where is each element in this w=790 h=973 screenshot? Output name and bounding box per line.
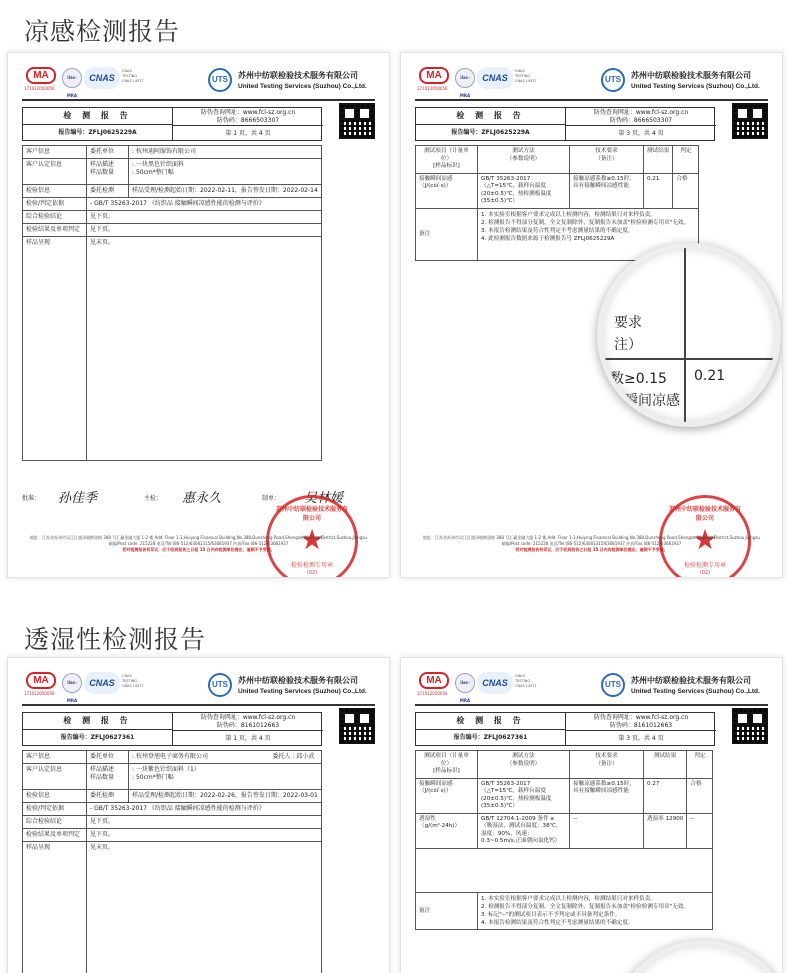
page-number: 第 1 页，共 4 页	[173, 125, 323, 141]
col-judge: 判定	[687, 751, 713, 779]
col-result: 测试结果	[644, 751, 687, 779]
sample-labels	[87, 764, 129, 790]
report-title: 检 测 报 告	[416, 713, 566, 730]
col-req-sub: （备注）	[595, 155, 618, 162]
results-table	[415, 145, 699, 261]
company-name-cn: 苏州中纺联检验技术服务有限公司	[631, 676, 751, 685]
table-row	[416, 778, 713, 813]
signature-make: 吴林媛	[304, 491, 344, 506]
anti-fake-code: 防伪码：8666503307	[216, 116, 280, 124]
cooling-report-page-3	[400, 52, 783, 578]
result: 0.21	[644, 173, 673, 208]
cnas-sub: CNAS TESTING CNAS L4577	[122, 674, 144, 688]
col-item-sub: [样品标识]	[433, 163, 460, 169]
result: 12900	[665, 815, 684, 822]
col-req-label: 技术要求	[595, 753, 618, 759]
sample-values	[129, 159, 322, 185]
footer-address: 地址：江苏省苏州市吴江区盛泽镇衡晟路 388 号汇赢金融大厦 1-2 楼 Add: Floor 1-2,Huiying Financial Building,No.388,Dunsheng Road,Shengze,Wujiang District,Suzhou,Jiangsu	[30, 535, 367, 540]
ilac-logo: ilac-MRA	[455, 673, 475, 693]
info-table	[22, 750, 322, 973]
spacer-row	[416, 848, 713, 892]
note-2: 2. 检测报告不得部分复制，全文复制除外，复制报告未加盖"检验检测专用章"无效。	[481, 903, 690, 910]
footer-warning: 若对检测报告有异议，应于收到报告之日起 15 日内向检测单位提出，逾期不予受理。	[122, 547, 275, 552]
sample-labels	[87, 159, 129, 185]
ma-logo: MA	[26, 67, 56, 84]
sample-qty: : 50cm*整门幅	[132, 169, 174, 176]
mag-grid-line	[602, 358, 781, 360]
stamp-bottom: 检验检测专用章	[290, 562, 333, 569]
sample-qty-value: 50cm*整门幅	[135, 774, 174, 781]
method-cell	[478, 173, 570, 208]
client-unit-value: : 杭州迪阿服饰有限公司	[129, 146, 322, 159]
conclusion-label: 综合检验结论	[23, 211, 87, 224]
col-req-label: 技术要求	[595, 148, 618, 154]
col-req	[570, 751, 644, 779]
note-1: 1. 本实验室根据客户要求完成以上检测内容，检测结果只对来样负责。	[481, 211, 656, 218]
conclusion-value: 见下页。	[87, 211, 322, 224]
section-title-moisture: 透湿性检测报告	[24, 625, 207, 654]
footer-post: 邮编/Post code: 215228 电话/Tel:(86-512)63081315/63081937 传真/Fax:(86-512)63081937	[108, 541, 289, 546]
client-unit-label: 委托单位	[87, 751, 129, 764]
note-1: 1. 本实验室根据客户要求完成以上检测内容，检测结果只对来样负责。	[481, 895, 656, 902]
col-item-label: 测试项目（计量单位）	[424, 753, 469, 767]
query-info	[568, 109, 714, 124]
result-value: 见下页。	[87, 224, 322, 237]
report-number: 报告编号：ZFLJ0627361	[416, 730, 566, 746]
client-unit-label: 委托单位	[87, 146, 129, 159]
cnas-sub: CNAS TESTING CNAS L4577	[515, 674, 537, 688]
cooling-report-page-1	[7, 52, 390, 578]
spacer-cell	[416, 848, 713, 892]
page-number: 第 3 页，共 4 页	[566, 125, 716, 141]
uts-logo: UTS	[601, 68, 625, 92]
query-site: 防伪查询网址：www.fcl-sz.org.cn	[593, 714, 689, 721]
item-name: 接触瞬间凉感	[419, 780, 453, 787]
cnas-logo: CNAS	[477, 67, 513, 89]
page-footer	[415, 535, 768, 553]
client-person: 委托人 : 邱小武	[272, 753, 315, 760]
client-info-label: 客户信息	[23, 146, 87, 159]
method-detail: （△T=15℃，载样台温度(20±0.5)℃，热检测板温度(35±0.5)℃）	[481, 788, 552, 809]
method-std: GB/T 35263-2017	[481, 780, 531, 787]
note-4: 4. 此检测报告数据来源于检测报告号 ZFLJ0625229A	[481, 235, 615, 242]
star-icon: ★	[692, 523, 718, 556]
mag-result: 0.21	[694, 368, 726, 384]
note-3: 3. 标记"--"的测试项目表示不予判定或不具备判定条件。	[481, 911, 621, 918]
query-site: 防伪查询网址：www.fcl-sz.org.cn	[593, 109, 689, 116]
result-label: 透湿率	[647, 815, 664, 822]
client-info-label: 客户信息	[23, 751, 87, 764]
qr-code	[339, 708, 375, 744]
sample-desc-label: 样品描述	[90, 161, 115, 168]
mag-desc-fragment: 触瞬间凉感	[610, 393, 680, 409]
company-name-en: United Testing Services (Suzhou) Co.,Ltd.	[631, 83, 760, 90]
moisture-report-page-3	[400, 657, 783, 973]
uts-logo: UTS	[601, 673, 625, 697]
test-dates: 样品受理/检测起始日期：2022-02-26，报告签发日期：2022-03-01	[129, 790, 322, 803]
ilac-logo: ilac-MRA	[62, 68, 82, 88]
mag-req-fragment: 要求	[614, 315, 642, 331]
notes-label: 备注	[416, 208, 478, 260]
ma-logo: MA	[419, 672, 449, 689]
sample-values	[129, 764, 322, 790]
sample-qty-label: 样品数量	[90, 169, 115, 176]
note-4: 4. 本报告检测结果及符合性判定不考虑测量结果的不确定度。	[481, 919, 634, 926]
test-info-label: 检验信息	[23, 185, 87, 198]
sample-view-label: 样品呈现	[23, 842, 87, 973]
sample-desc: : 一块黑色针织面料	[132, 161, 184, 168]
stamp-code: (02)	[699, 570, 711, 576]
report-title: 检 测 报 告	[416, 108, 566, 125]
company-name-en: United Testing Services (Suzhou) Co.,Ltd.	[631, 688, 760, 695]
ma-logo: MA	[419, 67, 449, 84]
qr-code	[732, 708, 768, 744]
col-item	[416, 146, 478, 174]
stamp-code: (02)	[306, 570, 318, 576]
report-number: 报告编号：ZFLJ0625229A	[23, 125, 173, 141]
result: 0.27	[644, 778, 687, 813]
ma-number: 171012050056	[24, 691, 55, 696]
company-name-en: United Testing Services (Suzhou) Co.,Ltd.	[238, 83, 367, 90]
method-std: GB/T 12704.1-2009 条件 a	[481, 815, 554, 822]
cnas-logo: CNAS	[84, 67, 120, 89]
star-icon: ★	[299, 523, 325, 556]
entrust-test-label: 委托检测	[87, 790, 129, 803]
signature-review: 惠永久	[182, 491, 222, 506]
sample-view-value: 见末页。	[87, 237, 322, 461]
uts-logo: UTS	[208, 68, 232, 92]
notes-label: 备注	[416, 892, 478, 929]
note-2: 2. 检测报告不得部分复制，全文复制除外，复制报告未加盖"检验检测专用章"无效。	[481, 219, 690, 226]
col-method	[478, 751, 570, 779]
section-title-cooling: 凉感检测报告	[24, 17, 181, 46]
col-req-sub: （备注）	[595, 760, 618, 767]
table-row	[416, 813, 713, 848]
sample-qty-value: 50cm*整门幅	[135, 169, 174, 176]
ma-logo: MA	[26, 672, 56, 689]
page-footer	[22, 535, 375, 553]
method-std: GB/T 35263-2017	[481, 175, 531, 182]
result-value: 见下页。	[87, 829, 322, 842]
requirement: 接触凉感系数≥0.15时，具有接触瞬间凉感性能	[570, 778, 644, 813]
company-name-cn: 苏州中纺联检验技术服务有限公司	[631, 71, 751, 80]
sample-view-value: 见末页。	[87, 842, 322, 973]
ilac-logo: ilac-MRA	[455, 68, 475, 88]
report-title-block	[22, 107, 322, 141]
sample-desc-label: 样品描述	[90, 766, 115, 773]
requirement: --	[570, 813, 644, 848]
method-detail: （△T=15℃，载样台温度(20±0.5)℃，热检测板温度(35±0.5)℃）	[481, 183, 552, 204]
letterhead	[22, 670, 375, 706]
letterhead	[415, 670, 768, 706]
col-method-label: 测试方法	[512, 753, 535, 759]
report-number: 报告编号：ZFLJ0625229A	[416, 125, 566, 141]
judge: --	[687, 813, 713, 848]
client-confirm-label: 客户认定信息	[23, 764, 87, 790]
footer-address: 地址：江苏省苏州市吴江区盛泽镇衡晟路 388 号汇赢金融大厦 1-2 楼 Add: Floor 1-2,Huiying Financial Building,No.388,Dunsheng Road,Shengze,Wujiang District,Suzhou,Jiangsu	[423, 535, 760, 540]
results-table	[415, 750, 713, 930]
client-unit-value: : 杭州登旭电子商务有限公司 委托人 : 邱小武	[129, 751, 322, 764]
col-method-sub: （参数说明）	[506, 155, 541, 162]
ilac-logo: ilac-MRA	[62, 673, 82, 693]
footer-warning: 若对检测报告有异议，应于收到报告之日起 15 日内向检测单位提出，逾期不予受理。	[515, 547, 668, 552]
method-detail: （吸湿法，测试台温度：38℃，湿度：90%，风速：0.3~0.5m/s,正面朝向氯化钙）	[481, 823, 562, 844]
mag-grid-line	[684, 248, 686, 427]
approve-label: 批准：	[22, 495, 41, 502]
query-site: 防伪查询网址：www.fcl-sz.org.cn	[200, 109, 296, 116]
report-title-block	[415, 107, 715, 141]
letterhead	[415, 65, 768, 101]
sample-desc-value: 一块黑色针织面料	[135, 161, 184, 168]
cnas-logo: CNAS	[84, 672, 120, 694]
col-method-label: 测试方法	[512, 148, 535, 154]
result-label: 检验结果及单项判定	[23, 224, 87, 237]
notes-cell	[478, 892, 713, 929]
col-req	[570, 146, 644, 174]
col-item-sub: [样品标识]	[433, 768, 460, 774]
conclusion-value: 见下页。	[87, 816, 322, 829]
letterhead	[22, 65, 375, 101]
sample-view-label: 样品呈现	[23, 237, 87, 461]
basis-label: 检验/判定依据	[23, 198, 87, 211]
item-unit: （J/(c㎡·s)）	[419, 183, 452, 189]
col-result: 测试结果	[644, 146, 673, 174]
query-info	[175, 109, 321, 124]
col-judge: 判定	[673, 146, 699, 174]
uts-logo: UTS	[208, 673, 232, 697]
moisture-report-page-1	[7, 657, 390, 973]
sample-desc-value: 一块紫色针织面料（1）	[135, 766, 200, 773]
item-name: 透湿性（g/(m²·24h)）	[416, 813, 478, 848]
magnifier-lens	[597, 243, 781, 427]
entrust-test-label: 委托检测	[87, 185, 129, 198]
table-row	[416, 173, 699, 208]
col-method	[478, 146, 570, 174]
stamp-text: 苏州中纺联检验技术服务有限公司	[668, 506, 741, 522]
company-name-cn: 苏州中纺联检验技术服务有限公司	[238, 676, 358, 685]
page-number: 第 3 页，共 4 页	[566, 730, 716, 746]
query-info	[568, 714, 714, 729]
test-dates: 样品受理/检测起始日期：2022-02-11，报告签发日期：2022-02-14	[129, 185, 322, 198]
item-unit: （J/(c㎡·s)）	[419, 788, 452, 794]
method-cell	[478, 778, 570, 813]
ma-number: 171012050056	[24, 86, 55, 91]
result-label: 检验结果及单项判定	[23, 829, 87, 842]
client-confirm-label: 客户认定信息	[23, 159, 87, 185]
qr-code	[339, 103, 375, 139]
anti-fake-code: 防伪码：8161012663	[216, 721, 280, 729]
query-site: 防伪查询网址：www.fcl-sz.org.cn	[200, 714, 296, 721]
make-label: 制单：	[262, 495, 281, 502]
conclusion-label: 综合检验结论	[23, 816, 87, 829]
cnas-sub: CNAS TESTING CNAS L4577	[515, 69, 537, 83]
col-item-label: 测试项目（计量单位）	[424, 148, 469, 162]
footer-post: 邮编/Post code: 215228 电话/Tel:(86-512)63081315/63081937 传真/Fax:(86-512)63081937	[501, 541, 682, 546]
magnifier-lens	[611, 940, 783, 973]
info-table	[22, 145, 322, 461]
notes-row	[416, 892, 713, 929]
method-cell	[478, 813, 570, 848]
stamp-text: 苏州中纺联检验技术服务有限公司	[275, 506, 348, 522]
report-title: 检 测 报 告	[23, 108, 173, 125]
anti-fake-code: 防伪码：8161012663	[609, 721, 673, 729]
report-title: 检 测 报 告	[23, 713, 173, 730]
client-unit: 杭州登旭电子商务有限公司	[135, 753, 208, 760]
stamp-bottom: 检验检测专用章	[683, 562, 726, 569]
company-name-cn: 苏州中纺联检验技术服务有限公司	[238, 71, 358, 80]
sample-desc: : 一块紫色针织面料（1）	[132, 766, 200, 773]
anti-fake-code: 防伪码：8666503307	[609, 116, 673, 124]
mag-note-fragment: 注）	[614, 337, 642, 353]
basis-value: - GB/T 35263-2017 《纺织品 接触瞬间凉感性能的检测与评价》	[87, 198, 322, 211]
review-label: 主检：	[144, 495, 163, 502]
col-method-sub: （参数说明）	[506, 760, 541, 767]
report-title-block	[22, 712, 322, 746]
basis-label: 检验/判定依据	[23, 803, 87, 816]
item-cell	[416, 173, 478, 208]
sample-qty-label: 样品数量	[90, 774, 115, 781]
query-info	[175, 714, 321, 729]
ma-number: 171012050056	[417, 86, 448, 91]
requirement: 接触凉感系数≥0.15时，具有接触瞬间凉感性能	[570, 173, 644, 208]
report-number: 报告编号：ZFLJ0627361	[23, 730, 173, 746]
item-name: 接触瞬间凉感	[419, 175, 453, 182]
company-name-en: United Testing Services (Suzhou) Co.,Ltd.	[238, 688, 367, 695]
cnas-sub: CNAS TESTING CNAS L4577	[122, 69, 144, 83]
test-info-label: 检验信息	[23, 790, 87, 803]
report-title-block	[415, 712, 715, 746]
page-number: 第 1 页，共 4 页	[173, 730, 323, 746]
client-person-label: 委托人	[272, 753, 291, 760]
basis-value: - GB/T 35263-2017 《纺织品 接触瞬间凉感性能的检测与评价》	[87, 803, 322, 816]
ma-number: 171012050056	[417, 691, 448, 696]
judge: 合格	[673, 173, 699, 208]
note-3: 3. 本报告检测结果及符合性判定不考虑测量结果的不确定度。	[481, 227, 634, 234]
qr-code	[732, 103, 768, 139]
client-person-value: 邱小武	[296, 753, 315, 760]
judge: 合格	[687, 778, 713, 813]
col-item	[416, 751, 478, 779]
client-unit: 杭州迪阿服饰有限公司	[135, 148, 196, 155]
item-cell	[416, 778, 478, 813]
cnas-logo: CNAS	[477, 672, 513, 694]
sample-qty: : 50cm*整门幅	[132, 774, 174, 781]
signature-approve: 孙佳季	[58, 491, 98, 506]
result-cell	[644, 813, 687, 848]
mag-coef-fragment: 数≥0.15	[610, 371, 667, 387]
